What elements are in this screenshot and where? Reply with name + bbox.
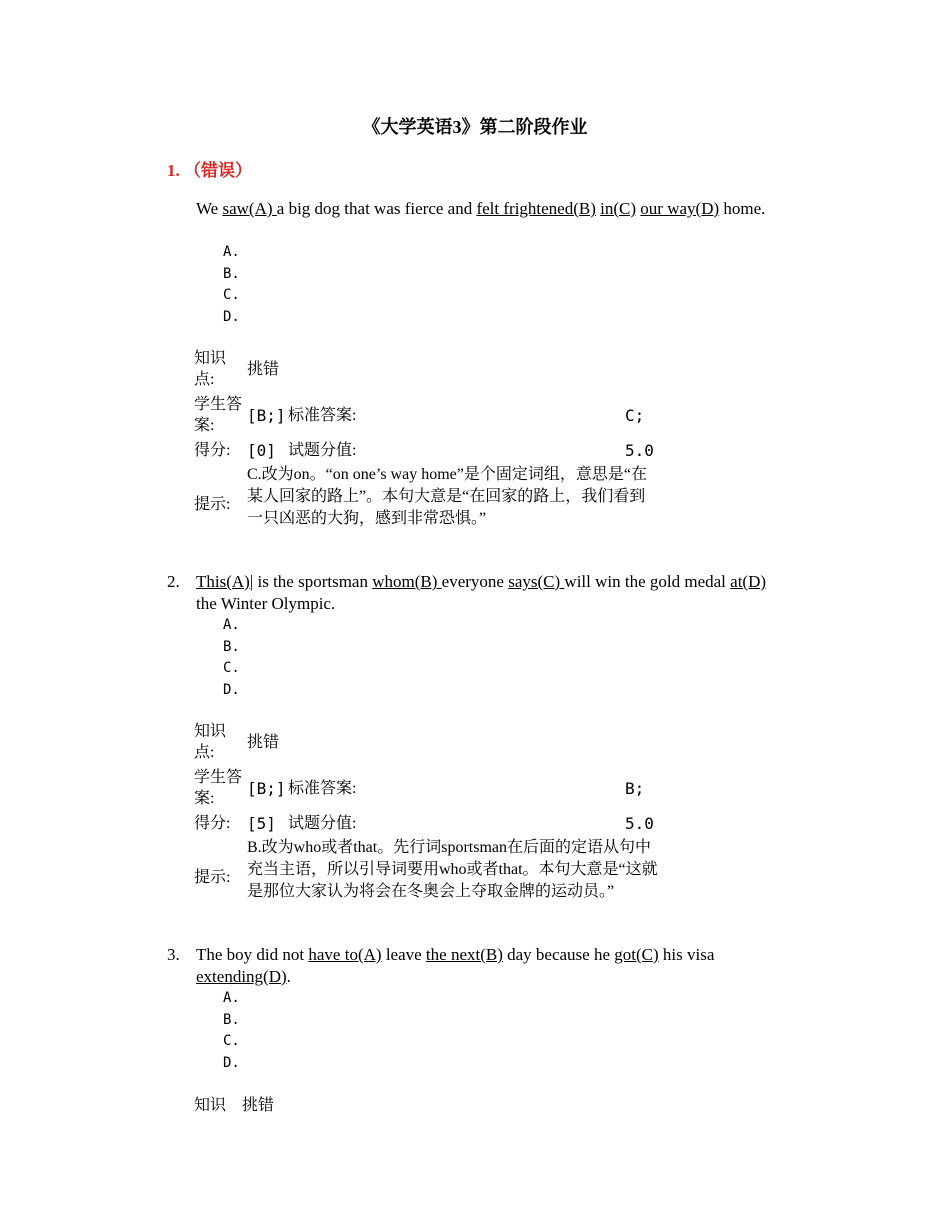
standard-answer: B; <box>625 779 645 798</box>
points: 5.0 <box>625 441 654 460</box>
question-number: 2. <box>167 572 180 591</box>
score: [0] <box>247 441 276 460</box>
option-list <box>223 242 240 328</box>
option-d[interactable]: D. <box>223 308 240 325</box>
option-c[interactable]: C. <box>223 287 240 303</box>
question-number: 1. （错误） <box>167 161 252 180</box>
option-a[interactable]: A. <box>223 617 240 633</box>
option-d[interactable]: D. <box>223 681 240 698</box>
option-d-marker: extending(D) <box>196 967 287 986</box>
option-b-marker: felt frightened(B) <box>476 199 596 218</box>
status-badge: （错误） <box>184 161 252 180</box>
option-d-marker: at(D) <box>730 572 767 591</box>
option-d[interactable]: D. <box>223 1054 240 1071</box>
option-b-marker: whom(B) <box>372 572 442 591</box>
knowledge-label: 知识点: <box>194 723 227 761</box>
option-c-marker: got(C) <box>614 945 659 964</box>
option-a-marker: This(A) <box>196 572 250 591</box>
hint-label: 提示: <box>194 869 231 886</box>
option-b-marker: the next(B) <box>425 945 503 964</box>
question-number: 3. <box>167 945 180 964</box>
option-c[interactable]: C. <box>223 1033 240 1049</box>
option-list <box>223 988 240 1074</box>
question-text: This(A)| is the sportsman whom(B) everyone says(C) will win the gold medal at(D) the Winter Olympic. <box>196 572 767 613</box>
option-a-marker: saw(A) <box>222 199 277 218</box>
hint-text: C.改为on。“on one’s way home”是个固定词组，意思是“在某人回家的路上”。本句大意是“在回家的路上，我们看到一只凶恶的大狗，感到非常恐惧。” <box>247 466 647 527</box>
student-answer: [B;] <box>247 779 286 798</box>
points-label: 试题分值: <box>288 815 357 832</box>
option-b[interactable]: B. <box>223 1011 240 1028</box>
option-c[interactable]: C. <box>223 660 240 676</box>
standard-answer-label: 标准答案: <box>288 780 357 797</box>
page-title: 《大学英语3》第二阶段作业 <box>362 117 588 137</box>
student-answer: [B;] <box>247 406 286 425</box>
knowledge-label: 知识 <box>194 1097 227 1114</box>
points-label: 试题分值: <box>288 442 357 459</box>
option-a-marker: have to(A) <box>308 945 382 964</box>
option-a[interactable]: A. <box>223 244 240 260</box>
option-a[interactable]: A. <box>223 990 240 1006</box>
option-c-marker: says(C) <box>508 572 565 591</box>
hint-label: 提示: <box>194 496 231 513</box>
option-b[interactable]: B. <box>223 638 240 655</box>
student-answer-label: 学生答案: <box>194 396 243 434</box>
option-b[interactable]: B. <box>223 265 240 282</box>
hint-text: B.改为who或者that。先行词sportsman在后面的定语从句中充当主语，所以引导词要用who或者that。本句大意是“这就是那位大家认为将会在冬奥会上夺取金牌的运动员。” <box>247 839 658 900</box>
question-text: We saw(A) a big dog that was fierce and felt frightened(B) in(C) our way(D) home. <box>196 199 766 218</box>
score: [5] <box>247 814 276 833</box>
option-list <box>223 615 240 701</box>
knowledge-value: 挑错 <box>242 1097 275 1114</box>
knowledge-label: 知识点: <box>194 350 227 388</box>
option-c-marker: in(C) <box>600 199 637 218</box>
option-d-marker: our way(D) <box>640 199 720 218</box>
score-label: 得分: <box>194 442 231 459</box>
question-text: The boy did not have to(A) leave the next(B) day because he got(C) his visa extending(D). <box>196 945 715 986</box>
standard-answer-label: 标准答案: <box>288 407 357 424</box>
points: 5.0 <box>625 814 654 833</box>
knowledge-value: 挑错 <box>247 734 280 751</box>
score-label: 得分: <box>194 815 231 832</box>
student-answer-label: 学生答案: <box>194 769 243 807</box>
knowledge-value: 挑错 <box>247 361 280 378</box>
standard-answer: C; <box>625 406 645 425</box>
